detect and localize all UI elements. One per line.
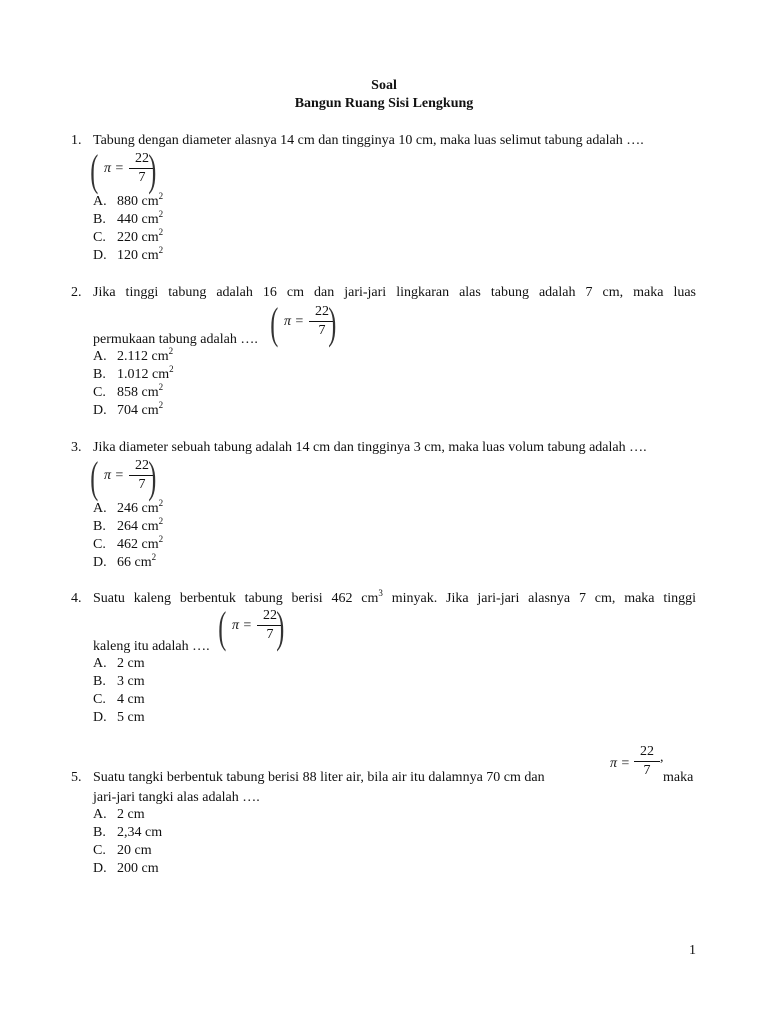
q2-option-a[interactable] [93,346,174,365]
pi-denominator: 7 [138,170,146,185]
option-letter: C. [93,385,106,400]
q1-option-d[interactable] [93,245,164,264]
pi-formula-q3: ( π = 22 7 ) [90,453,157,502]
option-letter: B. [93,519,106,534]
option-exponent: 2 [158,534,164,544]
option-value: 2 cm [117,807,145,822]
option-value: 120 cm [117,248,159,263]
question-3-text: Jika diameter sebuah tabung adalah 14 cm dan tingginya 3 cm, maka luas volum tabung adalah …. [93,440,647,455]
option-value: 2 cm [117,656,145,671]
option-letter: D. [93,861,107,876]
page-number: 1 [689,943,696,958]
pi-formula-q5 [610,744,666,784]
option-exponent: 2 [158,245,164,255]
pi-formula-q2: ( π = 22 7 ) [270,299,337,348]
question-4-exponent: 3 [378,588,383,598]
pi-denominator: 7 [643,763,651,778]
option-letter: A. [93,656,107,671]
pi-numerator: 22 [640,744,654,759]
q3-option-d[interactable] [93,552,157,571]
question-2-line-1: Jika tinggi tabung adalah 16 cm dan jari-jari lingkaran alas tabung adalah 7 cm, maka luas [93,285,696,300]
option-value: 462 cm [117,537,159,552]
q2-option-b[interactable] [93,364,174,383]
q3-option-b[interactable] [93,516,164,535]
option-value: 880 cm [117,194,159,209]
option-letter: A. [93,194,107,209]
question-5-line-1: Suatu tangki berbentuk tabung berisi 88 liter air, bila air itu dalamnya 70 cm dan [93,770,545,785]
pi-symbol: π = [232,618,252,633]
question-5-number: 5. [71,770,82,785]
fraction-bar [634,761,660,762]
pi-denominator: 7 [318,323,326,338]
option-letter: B. [93,674,106,689]
option-value: 3 cm [117,674,145,689]
q2-option-c[interactable] [93,382,164,401]
question-5-line-2: jari-jari tangki alas adalah …. [93,790,260,805]
q1-option-c[interactable] [93,227,164,246]
option-value: 246 cm [117,501,159,516]
option-value: 5 cm [117,710,145,725]
pi-numerator: 22 [135,458,149,473]
pi-symbol: π = [104,468,124,483]
option-value: 66 cm [117,555,152,570]
q5-option-a[interactable] [93,807,145,823]
option-letter: B. [93,825,106,840]
pi-symbol: π = [104,161,124,176]
option-exponent: 2 [169,364,174,374]
option-exponent: 2 [158,191,164,201]
question-2-number: 2. [71,285,82,300]
q5-option-d[interactable] [93,861,159,877]
q4-option-a[interactable] [93,656,145,672]
q1-option-b[interactable] [93,209,164,228]
question-4-line-1 [93,588,696,607]
pi-denominator: 7 [138,477,146,492]
q3-option-c[interactable] [93,534,164,553]
q4-option-b[interactable] [93,674,145,690]
q3-option-a[interactable] [93,498,164,517]
pi-denominator: 7 [266,627,274,642]
option-letter: D. [93,710,107,725]
option-letter: B. [93,367,106,382]
pi-numerator: 22 [263,608,277,623]
option-letter: C. [93,537,106,552]
pi-numerator: 22 [315,304,329,319]
option-value: 704 cm [117,403,159,418]
option-value: 200 cm [117,861,159,876]
option-exponent: 2 [158,209,164,219]
q4-option-c[interactable] [93,692,145,708]
option-value: 264 cm [117,519,159,534]
option-letter: D. [93,403,107,418]
q1-option-a[interactable] [93,191,164,210]
q5-option-b[interactable] [93,825,162,841]
question-3-number: 3. [71,440,82,455]
option-value: 20 cm [117,843,152,858]
pi-formula-q1: ( π = 22 7 ) [90,146,157,195]
option-value: 4 cm [117,692,145,707]
option-value: 858 cm [117,385,159,400]
question-1-text: Tabung dengan diameter alasnya 14 cm dan tingginya 10 cm, maka luas selimut tabung adalah …. [93,133,644,148]
option-exponent: 2 [158,382,164,392]
option-value: 2.112 cm [117,349,169,364]
q5-option-c[interactable] [93,843,152,859]
question-4-number: 4. [71,591,82,606]
pi-numerator: 22 [135,151,149,166]
question-4-line-2: kaleng itu adalah …. [93,639,210,654]
option-value: 1.012 cm [117,367,170,382]
q2-option-d[interactable] [93,400,164,419]
question-1-number: 1. [71,133,82,148]
question-4-text-a: Suatu kaleng berbentuk tabung berisi 462 cm [93,591,379,606]
option-exponent: 2 [168,346,174,356]
option-letter: A. [93,349,107,364]
option-letter: D. [93,555,107,570]
pi-comma: , [660,750,664,765]
option-letter: A. [93,807,107,822]
option-value: 2,34 cm [117,825,163,840]
option-exponent: 2 [158,498,164,508]
q4-option-d[interactable] [93,710,145,726]
option-letter: C. [93,692,106,707]
pi-symbol: π = [610,756,630,771]
pi-fraction [634,744,660,779]
document-title: Soal [371,78,397,93]
pi-formula-q4: ( π = 22 7 ) [218,603,285,652]
option-exponent: 2 [158,400,164,410]
option-letter: A. [93,501,107,516]
option-letter: C. [93,230,106,245]
option-exponent: 2 [158,516,164,526]
option-exponent: 2 [151,552,157,562]
pi-symbol: π = [284,314,304,329]
option-exponent: 2 [158,227,164,237]
option-letter: B. [93,212,106,227]
document-subtitle: Bangun Ruang Sisi Lengkung [294,96,474,111]
option-letter: C. [93,843,106,858]
option-letter: D. [93,248,107,263]
question-2-line-2: permukaan tabung adalah …. [93,332,258,347]
option-value: 220 cm [117,230,159,245]
question-4-text-b: minyak. Jika jari-jari alasnya 7 cm, maka tinggi [382,591,696,606]
question-5-line-1-end: maka [663,770,694,785]
option-value: 440 cm [117,212,159,227]
